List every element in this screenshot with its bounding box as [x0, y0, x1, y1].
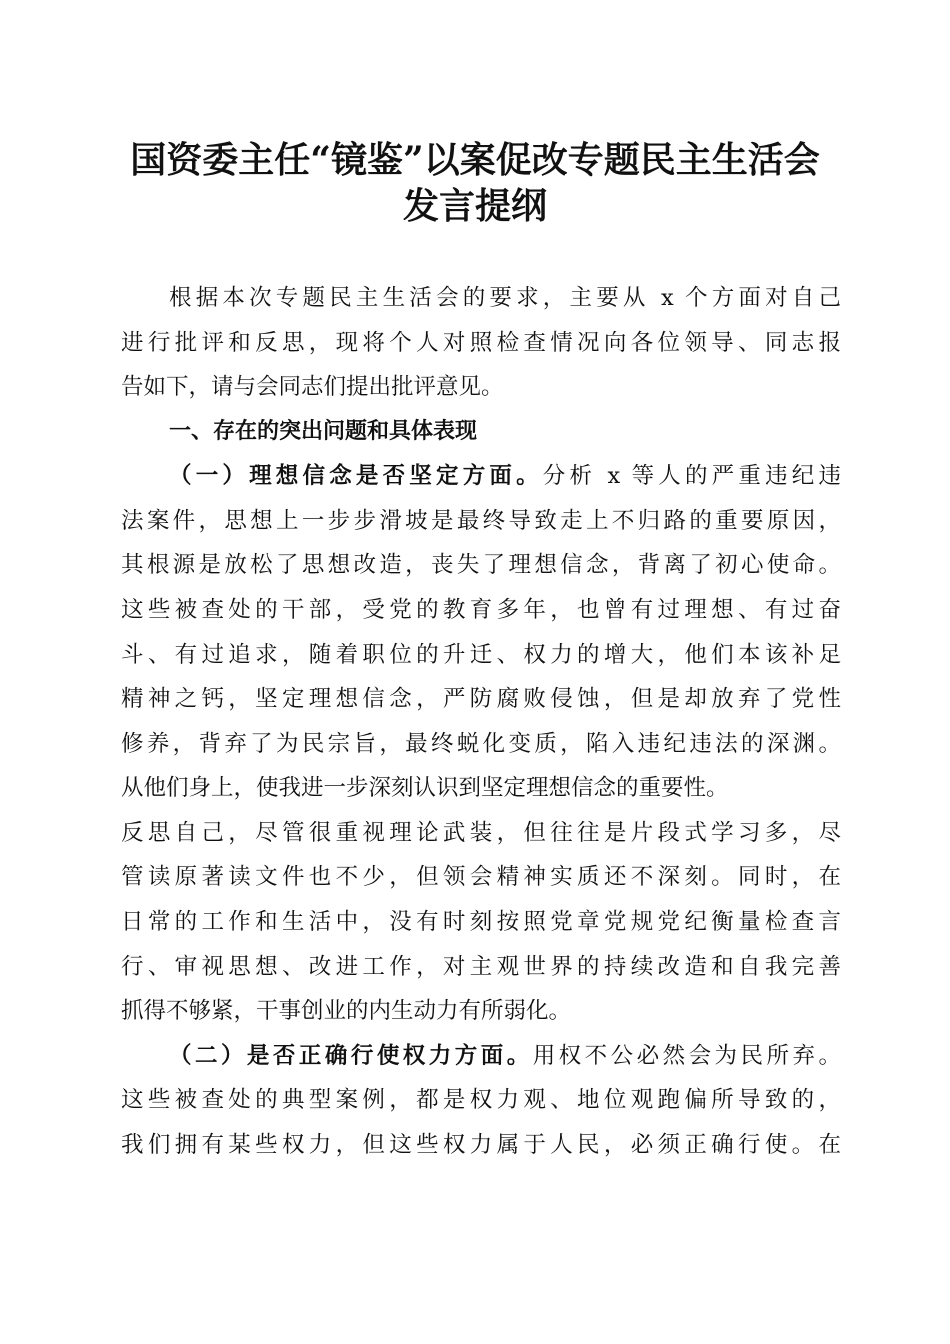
subsection-lead: （二）是否正确行使权力方面。 — [169, 1043, 533, 1069]
paragraph-line: 法案件，思想上一步步滑坡是最终导致走上不归路的重要原因， — [121, 508, 841, 534]
document-title-line-1: 国资委主任“镜鉴”以案促改专题民主生活会 — [130, 139, 820, 181]
paragraph-text: 分析 x 等人的严重违纪违 — [542, 463, 841, 489]
paragraph-line: 斗、有过追求，随着职位的升迁、权力的增大，他们本该补足 — [121, 642, 841, 668]
paragraph-line — [169, 1041, 841, 1071]
paragraph-line: 管读原著读文件也不少，但领会精神实质还不深刻。同时，在 — [121, 864, 841, 890]
paragraph-text: 用权不公必然会为民所弃。 — [532, 1043, 841, 1069]
document-title-line-2: 发言提纲 — [402, 185, 547, 227]
intro-line: 告如下，请与会同志们提出批评意见。 — [121, 374, 504, 400]
paragraph-line: 从他们身上，使我进一步深刻认识到坚定理想信念的重要性。 — [121, 775, 729, 801]
paragraph-line: 其根源是放松了思想改造，丧失了理想信念，背离了初心使命。 — [121, 552, 841, 578]
paragraph-line: 精神之钙，坚定理想信念，严防腐败侵蚀，但是却放弃了党性 — [121, 686, 841, 712]
intro-line: 进行批评和反思，现将个人对照检查情况向各位领导、同志报 — [121, 330, 841, 356]
paragraph-line: 修养，背弃了为民宗旨，最终蜕化变质，陷入违纪违法的深渊。 — [121, 731, 841, 757]
paragraph-line: 行、审视思想、改进工作，对主观世界的持续改造和自我完善 — [121, 954, 841, 980]
section-heading: 一、存在的突出问题和具体表现 — [169, 419, 478, 444]
subsection-lead: （一）理想信念是否坚定方面。 — [169, 463, 543, 489]
intro-line: 根据本次专题民主生活会的要求，主要从 x 个方面对自己 — [169, 285, 841, 311]
paragraph-line: 日常的工作和生活中，没有时刻按照党章党规党纪衡量检查言 — [121, 909, 841, 935]
paragraph-line: 这些被查处的干部，受党的教育多年，也曾有过理想、有过奋 — [121, 597, 841, 623]
paragraph-line: 这些被查处的典型案例，都是权力观、地位观跑偏所导致的， — [121, 1087, 841, 1113]
paragraph-line — [169, 461, 841, 491]
paragraph-line: 我们拥有某些权力，但这些权力属于人民，必须正确行使。在 — [121, 1132, 841, 1158]
paragraph-line: 抓得不够紧，干事创业的内生动力有所弱化。 — [121, 998, 572, 1024]
paragraph-line: 反思自己，尽管很重视理论武装，但往往是片段式学习多，尽 — [121, 820, 841, 846]
